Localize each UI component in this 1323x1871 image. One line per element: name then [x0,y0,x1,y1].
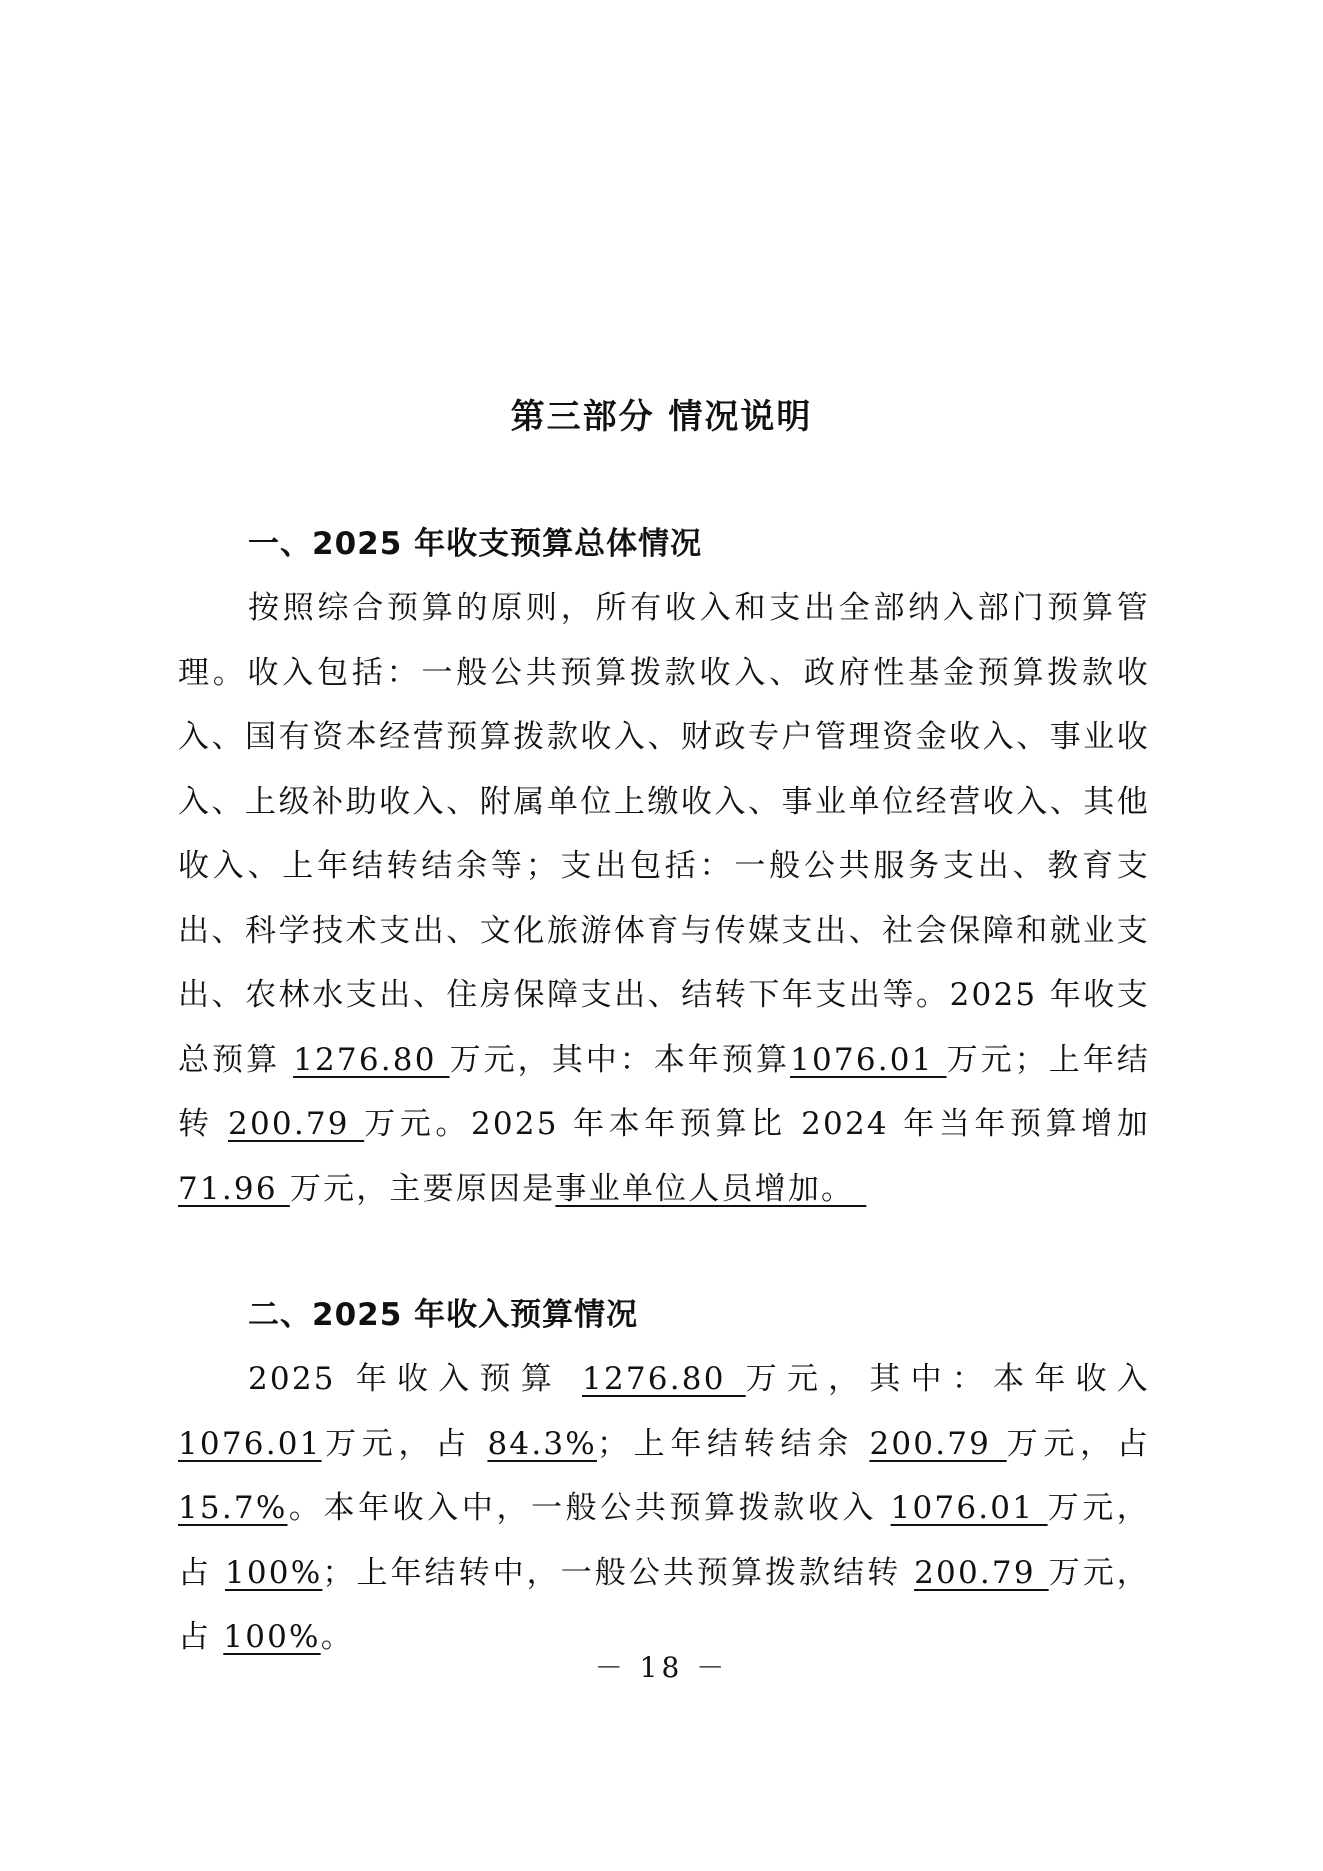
section-heading: 二、2025 年收入预算情况 [248,1297,639,1333]
paragraph-text: 万元。2025 年本年预算比 2024 年当年预算增加 [364,1106,1150,1142]
carryover-balance-value: 200.79 [869,1425,1007,1462]
paragraph-text: ；上年结转结余 [596,1425,870,1462]
increase-value: 71.96 [178,1170,290,1207]
general-budget-income-share: 100% [224,1554,323,1591]
paragraph-text: ；上年结转中，一般公共预算拨款结转 [322,1554,915,1591]
paragraph-text: 2025 年收入预算 [248,1361,583,1397]
section-heading: 一、2025 年收支预算总体情况 [248,526,703,562]
paragraph-text: 。本年收入中，一般公共预算拨款收入 [287,1490,891,1526]
paragraph-text: 万元，其中：本年收入 [745,1361,1150,1397]
general-budget-carryover-value: 200.79 [914,1554,1049,1591]
section-paragraph [178,576,1150,1221]
paragraph-text: 万元；上年结转 [178,1041,1151,1142]
current-income-share: 84.3% [487,1425,597,1462]
current-income-value: 1076.01 [178,1425,322,1462]
section-income-budget [178,1283,1150,1670]
carryover-value: 200.79 [228,1106,365,1142]
paragraph-text: 万元，占 [178,1490,1150,1591]
income-budget-value: 1276.80 [582,1361,746,1397]
paragraph-text: 万元，占 [178,1554,1150,1655]
page-number: － 18 － [594,1651,729,1684]
section-overall-budget [178,512,1150,1221]
section-paragraph [178,1347,1150,1670]
paragraph-text: 按照综合预算的原则，所有收入和支出全部纳入部门预算管理。收入包括：一般公共预算拨款收入、政府性基金预算拨款收入、国有资本经营预算拨款收入、财政专户管理资金收入、事业收入、上级补助收入、附属单位上缴收入、事业单位经营收入、其他收入、上年结转结余等；支出包括：一般公共服务支出、教育支出、科学技术支出、文化旅游体育与传媒支出、社会保障和就业支出、农林水支出、住房保障支出、结转下年支出等。2025 年收支总预算 [178,590,1150,1078]
part-title: 第三部分 情况说明 [510,397,813,437]
paragraph-text: 万元，占 [321,1425,488,1462]
carryover-balance-share: 15.7% [178,1490,288,1526]
current-year-budget-value: 1076.01 [790,1041,947,1078]
general-budget-income-value: 1076.01 [890,1490,1048,1526]
increase-reason: 事业单位人员增加。 [555,1170,867,1207]
total-budget-value: 1276.80 [293,1041,450,1078]
paragraph-text: 万元，占 [1006,1425,1150,1462]
paragraph-text: 。 [320,1619,354,1655]
paragraph-text: 万元，主要原因是 [289,1170,556,1207]
general-budget-carryover-share: 100% [223,1619,321,1655]
paragraph-text: 万元，其中：本年预算 [449,1041,791,1078]
